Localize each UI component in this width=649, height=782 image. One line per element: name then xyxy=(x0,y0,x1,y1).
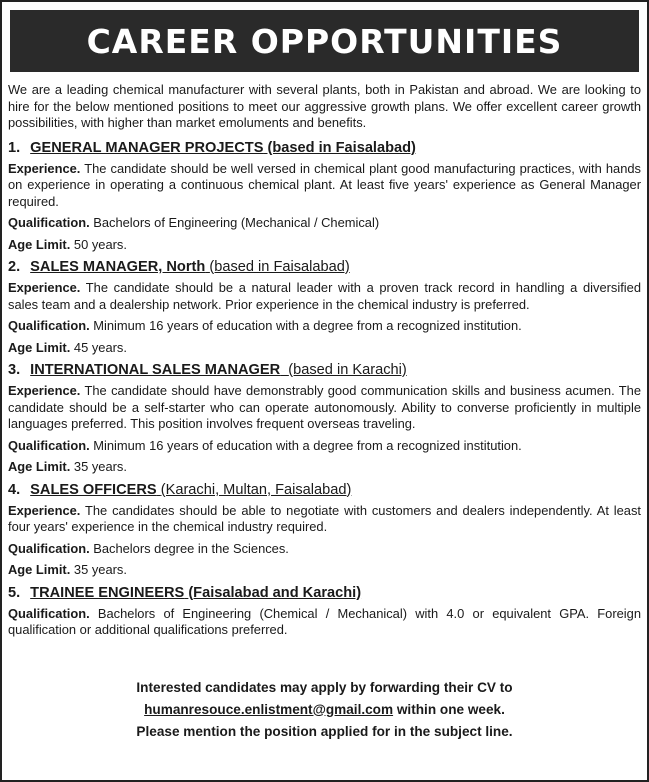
age-limit-label: Age Limit. xyxy=(8,459,71,474)
job-qualification xyxy=(8,318,641,335)
job-experience xyxy=(8,161,641,211)
ad-content xyxy=(2,72,647,743)
qualification-label: Qualification. xyxy=(8,605,90,621)
job-location xyxy=(184,585,361,601)
job-title-2 xyxy=(8,258,641,276)
job-listing-1 xyxy=(8,139,641,254)
job-location-text: (based in Faisalabad) xyxy=(209,259,350,275)
job-name: SALES MANAGER, North xyxy=(30,259,206,275)
job-age-limit xyxy=(8,237,641,254)
job-listing-4 xyxy=(8,481,641,579)
qualification-text: Bachelors of Engineering (Chemical / Mechanical) with 4.0 or equivalent GPA. Foreign qualification or additional qualifications preferred. xyxy=(8,605,641,637)
qualification-text: Bachelors degree in the Sciences. xyxy=(93,540,289,556)
experience-text: The candidate should have demonstrably good communication skills and business acumen. The candidate should be a self-starter who can operate autonomously. Ability to converse proficiently in multiple languages preferred. This position involves frequent overseas traveling. xyxy=(8,383,642,431)
experience-label: Experience. xyxy=(8,280,81,295)
job-name: TRAINEE ENGINEERS xyxy=(30,584,185,601)
job-experience xyxy=(8,503,641,536)
footer-line-2-suffix: within one week. xyxy=(393,701,505,717)
job-name: GENERAL MANAGER PROJECTS xyxy=(30,139,264,156)
qualification-text: Minimum 16 years of education with a degree from a recognized institution. xyxy=(93,437,522,453)
age-limit-label: Age Limit. xyxy=(8,236,71,252)
job-experience xyxy=(8,383,641,433)
qualification-label: Qualification. xyxy=(8,437,90,453)
job-listing-5 xyxy=(8,584,641,639)
job-title-5 xyxy=(8,584,641,602)
intro-paragraph: We are a leading chemical manufacturer with several plants, both in Pakistan and abroad. We are looking to hire for the below mentioned positions to meet our aggressive growth plans. We offer excellent career growth possibilities, with higher than market emoluments and benefits. xyxy=(8,82,641,130)
job-number: 2. xyxy=(8,259,21,275)
header-banner xyxy=(10,10,639,72)
experience-text: The candidate should be a natural leader with a proven track record in handling a diversified sales team and a dealership network. Prior experience in the chemical industry is preferred. xyxy=(8,280,641,312)
footer-line-3: Please mention the position applied for in the subject line. xyxy=(136,723,513,739)
job-title-4 xyxy=(8,481,641,499)
qualification-text: Bachelors of Engineering (Mechanical / Chemical) xyxy=(93,215,380,230)
job-location-text: (Karachi, Multan, Faisalabad) xyxy=(160,481,352,498)
job-location xyxy=(157,482,352,498)
job-title-3 xyxy=(8,361,641,379)
job-number: 4. xyxy=(8,481,21,498)
job-qualification xyxy=(8,541,641,558)
job-location xyxy=(205,259,349,275)
job-listing-2 xyxy=(8,258,641,356)
job-name: SALES OFFICERS xyxy=(30,481,157,498)
job-age-limit xyxy=(8,562,641,579)
job-title-1 xyxy=(8,139,641,157)
footer-line-2 xyxy=(8,699,641,721)
experience-text: The candidates should be able to negotiate with customers and dealers independently. At least four years' experience in the chemical industry required. xyxy=(8,502,642,534)
age-limit-label: Age Limit. xyxy=(8,562,71,577)
qualification-label: Qualification. xyxy=(8,215,90,230)
age-limit-text: 35 years. xyxy=(73,459,127,474)
job-location-text: (Faisalabad and Karachi) xyxy=(188,584,362,601)
experience-label: Experience. xyxy=(8,160,81,176)
job-location xyxy=(263,140,415,156)
experience-text: The candidate should be well versed in chemical plant good manufacturing practices, with hands on experience in operating a continuous chemical plant. At least five years' experience as General Manager required. xyxy=(8,160,641,209)
experience-label: Experience. xyxy=(8,383,81,398)
job-number: 1. xyxy=(8,139,21,156)
age-limit-text: 35 years. xyxy=(73,562,127,577)
age-limit-text: 45 years. xyxy=(73,339,127,355)
job-age-limit xyxy=(8,459,641,476)
job-number: 3. xyxy=(8,362,21,378)
age-limit-text: 50 years. xyxy=(73,236,127,252)
footer-line-1: Interested candidates may apply by forwarding their CV to xyxy=(136,679,513,695)
age-limit-label: Age Limit. xyxy=(8,339,71,355)
job-name: INTERNATIONAL SALES MANAGER xyxy=(30,362,281,378)
qualification-label: Qualification. xyxy=(8,540,90,556)
job-qualification xyxy=(8,215,641,232)
job-experience xyxy=(8,280,641,313)
job-location-text: (based in Faisalabad) xyxy=(267,139,416,156)
page-title: CAREER OPPORTUNITIES xyxy=(86,21,563,61)
qualification-label: Qualification. xyxy=(8,318,90,333)
application-instructions xyxy=(8,677,641,743)
job-age-limit xyxy=(8,340,641,357)
experience-label: Experience. xyxy=(8,502,81,518)
job-listing-3 xyxy=(8,361,641,476)
contact-email-link[interactable]: humanresouce.enlistment@gmail.com xyxy=(144,701,394,717)
job-qualification xyxy=(8,438,641,455)
qualification-text: Minimum 16 years of education with a degree from a recognized institution. xyxy=(93,318,522,333)
job-number: 5. xyxy=(8,584,21,601)
job-qualification xyxy=(8,606,641,639)
job-location-text: (based in Karachi) xyxy=(288,362,407,378)
job-location xyxy=(280,362,407,378)
